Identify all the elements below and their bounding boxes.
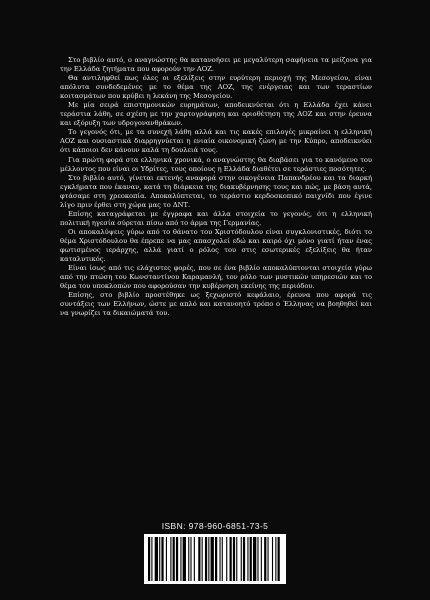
barcode-bar bbox=[161, 537, 163, 581]
barcode-bar bbox=[250, 537, 252, 581]
barcode-bar bbox=[183, 537, 186, 581]
barcode-bar bbox=[236, 537, 237, 581]
barcode-bar bbox=[202, 537, 203, 581]
barcode-bar bbox=[230, 537, 232, 581]
barcode-bar bbox=[241, 537, 242, 581]
barcode-bar bbox=[219, 537, 220, 581]
barcode-bar bbox=[151, 537, 152, 581]
barcode-bar bbox=[272, 537, 273, 581]
barcode-bar bbox=[180, 537, 181, 581]
barcode-bar bbox=[148, 537, 150, 581]
blurb-paragraph-3: Με μία σειρά επιστημονικών ευρημάτων, αποδεικνύεται ότι η Ελλάδα έχει κάνει τεράστια λάθη, σε σχέση με την χαρτογράφηση και οριοθέτηση της ΑΟΖ και στην έρευνα και εξόρυξη των υδρογονανθράκων. bbox=[60, 101, 372, 128]
barcode-bar bbox=[205, 537, 207, 581]
blurb-paragraph-5: Για πρώτη φορά στα ελληνικά χρονικά, ο αναγνώστης θα διαβάσει για το κανόμενο του μέλλοντος που είναι οι Υδρίτες, τους οποίους η Ελλάδα διαθέτει σε τεράστιες ποσότητες. bbox=[60, 155, 372, 173]
barcode-bar bbox=[198, 537, 200, 581]
blurb-text bbox=[60, 56, 372, 318]
barcode-bar bbox=[275, 537, 276, 581]
barcode-bar bbox=[173, 537, 175, 581]
barcode-bar bbox=[257, 537, 258, 581]
blurb-paragraph-1: Στο βιβλίο αυτό, ο αναγνώστης θα κατανοήσει με μεγαλύτερη σαφήνεια τα μείζονα για την Ελλάδα ζητήματα που αφορούν την ΑΟΖ. bbox=[60, 56, 372, 74]
barcode-bar bbox=[159, 537, 160, 581]
barcode-bar bbox=[155, 537, 158, 581]
barcode-bar bbox=[247, 537, 248, 581]
barcode-bar bbox=[170, 537, 171, 581]
barcode bbox=[144, 534, 286, 584]
blurb-paragraph-6: Στο βιβλίο αυτό, γίνεται εκτενής αναφορά στην οικογένεια Παπανδρέου και τα διαρκή εγκλήματα που έκαναν, κατά τη διάρκεια της διακυβέρνησης τους και πώς, με βάση αυτά, φτάσαμε στη χρεοκοπία. Αποκαλύπτεται, το τεράστιο κερδοσκοπικό παιχνίδι που έγινε λίγο πριν έρθει στη χώρα μας το ΔΝΤ. bbox=[60, 173, 372, 209]
barcode-bar bbox=[243, 537, 245, 581]
barcode-bar bbox=[166, 537, 167, 581]
barcode-bar bbox=[208, 537, 209, 581]
blurb-paragraph-9: Είναι ίσως από τις ελάχιστες φορές, που σε ένα βιβλίο αποκαλύπτονται στοιχεία γύρω από την πτώση του Κωνσταντίνου Καραμανλή, τον ρόλο των μυστικών υπηρεσιών και το θέμα του υποκλοπών που αφορούσαν την κυβέρνηση εκείνης της περιόδου. bbox=[60, 264, 372, 291]
barcode-bar bbox=[215, 537, 217, 581]
barcode-bar bbox=[253, 537, 256, 581]
isbn-label: ISBN: 978-960-6851-73-5 bbox=[161, 521, 269, 531]
barcode-bar bbox=[261, 537, 262, 581]
barcode-bar bbox=[267, 537, 268, 581]
blurb-paragraph-4: Το γεγονός ότι, με τα συνεχή λάθη αλλά και τις κακές επιλογές μικραίνει η ελληνική ΑΟΖ και ουσιαστικά διαρρηγνύεται η ενιαία οικονομική ζώνη με την Κύπρο, αποδεικνύει ότι κάποιοι δεν κάνουν καλά τη δουλειά τους. bbox=[60, 128, 372, 155]
barcode-bar bbox=[211, 537, 214, 581]
barcode-bar bbox=[222, 537, 223, 581]
blurb-paragraph-8: Οι αποκαλύψεις γύρω από το θάνατο του Χριστόδουλου είναι συγκλονιστικές, διότι το θέμα Χριστόδουλου θα έπρεπε να μας απασχολεί εδώ και καιρό όχι μόνο γιατί ήταν ένας φωτισμένος ιεράρχης, αλλά γιατί ο ρόλος του στις εσωτερικές εξελίξεις θα ήταν καταλυτικός. bbox=[60, 227, 372, 264]
barcode-bar bbox=[278, 537, 280, 581]
barcode-bar bbox=[194, 537, 195, 581]
barcode-bar bbox=[226, 537, 227, 581]
blurb-paragraph-2: Θα αντιληφθεί πως όλες οι εξελίξεις στην ευρύτερη περιοχή της Μεσογείου, είναι απόλυτα συνδεδεμένες με το θέμα της ΑΟΖ, της ενέργειας και των τεραστίων κοιτασμάτων που κρύβει η λεκάνη της Μεσογείου. bbox=[60, 74, 372, 101]
blurb-paragraph-10: Επίσης, στο βιβλίο προστέθηκε ως ξεχωριστό κεφάλαιο, έρευνα που αφορά τις συντάξεις των Ελλήνων, ώστε με απλό και κατανοητό τρόπο ο Έλληνας να βοηθηθεί και να γνωρίζει τα δικαιώματά του. bbox=[60, 291, 372, 318]
barcode-bars bbox=[148, 537, 282, 581]
blurb-paragraph-7: Επίσης καταγράφεται με έγγραφα και άλλα στοιχεία το γεγονός, ότι η ελληνική πολιτική ηγεσία σύρεται πίσω από το άρμα της Γερμανίας. bbox=[60, 209, 372, 227]
barcode-bar bbox=[264, 537, 266, 581]
barcode-bar bbox=[190, 537, 191, 581]
barcode-bar bbox=[188, 537, 189, 581]
barcode-bar bbox=[233, 537, 235, 581]
barcode-bar bbox=[176, 537, 178, 581]
